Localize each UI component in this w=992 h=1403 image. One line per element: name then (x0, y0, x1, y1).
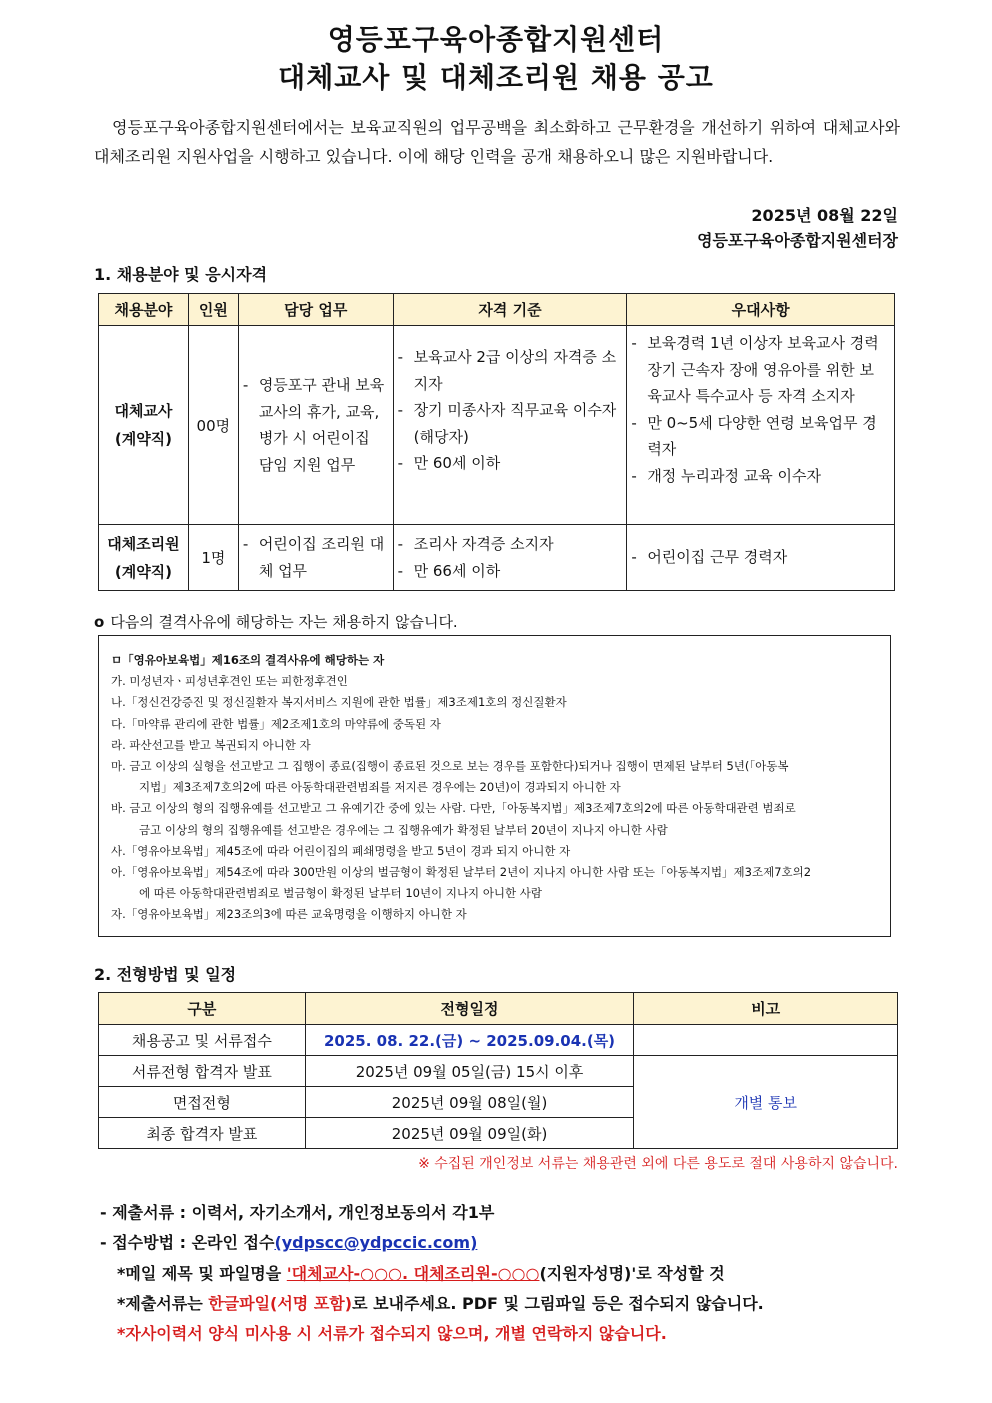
stage-cell: 최종 합격자 발표 (99, 1118, 306, 1149)
table-header-row (99, 993, 898, 1025)
instruction-highlight: 한글파일(서명 포함) (208, 1294, 353, 1313)
col-header: 우대사항 (627, 294, 895, 326)
headcount: 1명 (188, 525, 238, 591)
intro-text: 영등포구육아종합지원센터에서는 보육교직원의 업무공백을 최소화하고 근무환경을 개선하기 위하여 대체교사와 대체조리원 지원사업을 시행하고 있습니다. 이에 해당 인력을 공개 채용하오니 많은 지원바랍니다. (94, 118, 900, 166)
disqualification-lead (94, 611, 458, 632)
instruction-text: (지원자성명)'로 작성할 것 (539, 1264, 725, 1283)
notice-date: 2025년 08월 22일 (751, 206, 898, 225)
list-item: - 만 66세 이하 (398, 558, 621, 585)
list-item: 아.「영유아보육법」제54조에 따라 300만원 이상의 벌금형이 확정된 날부터 2년이 지나지 아니한 사람 또는「아동복지법」제3조제7호의2 (111, 865, 812, 880)
list-item: 자.「영유아보육법」제23조의3에 따른 교육명령을 이행하지 아니한 자 (111, 907, 467, 922)
date-cell: 2025년 09월 08일(월) (305, 1087, 634, 1118)
list-item: - 어린이집 근무 경력자 (631, 544, 888, 571)
table-row (99, 326, 895, 525)
file-instruction (117, 1291, 764, 1314)
email-link[interactable]: (ydpscc@ydpccic.com) (274, 1233, 478, 1252)
schedule-table (98, 992, 898, 1149)
col-header: 비고 (634, 993, 898, 1025)
list-item: 라. 파산선고를 받고 복권되지 아니한 자 (111, 737, 311, 752)
col-header: 채용분야 (99, 294, 189, 326)
page-title: 영등포구육아종합지원센터 (327, 23, 665, 56)
submission-method-label: - 접수방법 : 온라인 접수 (100, 1233, 275, 1252)
table-row (99, 1056, 898, 1087)
page-subtitle: 대체교사 및 대체조리원 채용 공고 (278, 61, 714, 94)
list-item: - 보육경력 1년 이상자 보육교사 경력 장기 근속자 장애 영유아를 위한 보육교사 특수교사 등 자격 소지자 (631, 330, 888, 410)
qualifications-cell (393, 326, 627, 525)
list-item: 가. 미성년자ㆍ피성년후견인 또는 피한정후견인 (111, 674, 348, 689)
instruction-text: 로 보내주세요. PDF 및 그림파일 등은 접수되지 않습니다. (352, 1294, 764, 1313)
preferences-cell (627, 525, 895, 591)
list-item: - 보육교사 2급 이상의 자격증 소지자 (398, 344, 621, 397)
list-item: 마. 금고 이상의 실형을 선고받고 그 집행이 종료(집행이 종료된 것으로 보는 경우를 포함한다)되거나 집행이 면제된 날부터 5년(「아동복 (111, 759, 789, 774)
remark-cell (634, 1025, 898, 1056)
section2-heading: 2. 전형방법 및 일정 (94, 965, 237, 984)
list-item: - 조리사 자격증 소지자 (398, 531, 621, 558)
disqualification-lead-text: 다음의 결격사유에 해당하는 자는 채용하지 않습니다. (110, 613, 458, 631)
privacy-note: ※ 수집된 개인정보 서류는 채용관련 외에 다른 용도로 절대 사용하지 않습니다. (418, 1156, 898, 1172)
list-item: 사.「영유아보육법」제45조에 따라 어린이집의 폐쇄명령을 받고 5년이 경과 되지 아니한 자 (111, 843, 571, 858)
role-type: (계약직) (114, 562, 173, 581)
table-header-row (99, 294, 895, 326)
role-type: (계약직) (114, 430, 173, 448)
list-item: - 장기 미종사자 직무교육 이수자(해당자) (398, 397, 621, 450)
role-cell (99, 326, 189, 525)
instruction-text: *제출서류는 (117, 1294, 209, 1313)
col-header: 담당 업무 (238, 294, 393, 326)
stage-cell: 채용공고 및 서류접수 (99, 1025, 306, 1056)
disqualification-heading: ㅁ「영유아보육법」제16조의 결격사유에 해당하는 자 (111, 653, 385, 667)
issuer: 영등포구육아종합지원센터장 (697, 231, 898, 250)
preferences-cell (627, 326, 895, 525)
list-item-continuation: 금고 이상의 형의 집행유예를 선고받은 경우에는 그 집행유예가 확정된 날부터 20년이 지나지 아니한 사람 (139, 822, 668, 837)
list-item: 다.「마약류 관리에 관한 법률」제2조제1호의 마약류에 중독된 자 (111, 716, 441, 731)
title-instruction (117, 1261, 725, 1284)
instruction-highlight: '대체교사-○○○. 대체조리원-○○○ (286, 1264, 540, 1283)
list-item: - 영등포구 관내 보육교사의 휴가, 교육, 병가 시 어린이집 담임 지원 업무 (243, 372, 387, 478)
list-item: - 개정 누리과정 교육 이수자 (631, 463, 888, 490)
col-header: 전형일정 (305, 993, 634, 1025)
instruction-text: *메일 제목 및 파일명을 (117, 1264, 287, 1283)
list-item: 바. 금고 이상의 형의 집행유예를 선고받고 그 유예기간 중에 있는 사람. 다만,「아동복지법」제3조제7호의2에 따른 아동학대관련 범죄로 (111, 801, 796, 816)
qualifications-cell (393, 525, 627, 591)
table-row (99, 1025, 898, 1056)
date-cell: 2025. 08. 22.(금) ~ 2025.09.04.(목) (305, 1025, 634, 1056)
list-item: 나.「정신건강증진 및 정신질환자 복지서비스 지원에 관한 법률」제3조제1호의 정신질환자 (111, 695, 567, 710)
role-name: 대체교사 (114, 402, 173, 420)
col-header: 자격 기준 (393, 294, 627, 326)
stage-cell: 면접전형 (99, 1087, 306, 1118)
list-item-continuation: 에 따른 아동학대관련범죄로 벌금형이 확정된 날부터 10년이 지나지 아니한 사람 (139, 886, 543, 901)
intro-paragraph (94, 113, 900, 171)
list-item: - 어린이집 조리원 대체 업무 (243, 531, 387, 584)
qualification-table (98, 293, 895, 591)
submission-method (100, 1230, 477, 1253)
stage-cell: 서류전형 합격자 발표 (99, 1056, 306, 1087)
role-name: 대체조리원 (107, 534, 180, 553)
section1-heading: 1. 채용분야 및 응시자격 (94, 265, 268, 284)
remark-cell: 개별 통보 (634, 1056, 898, 1149)
role-cell (99, 525, 189, 591)
date-cell: 2025년 09월 05일(금) 15시 이후 (305, 1056, 634, 1087)
date-cell: 2025년 09월 09일(화) (305, 1118, 634, 1149)
form-warning: *자사이력서 양식 미사용 시 서류가 접수되지 않으며, 개별 연락하지 않습니다. (117, 1324, 667, 1343)
duties-cell (238, 326, 393, 525)
bullet-marker: o (94, 613, 105, 631)
list-item: - 만 60세 이하 (398, 450, 621, 477)
col-header: 인원 (188, 294, 238, 326)
disqualification-box (98, 635, 891, 937)
headcount: 00명 (188, 326, 238, 525)
table-row (99, 525, 895, 591)
duties-cell (238, 525, 393, 591)
col-header: 구분 (99, 993, 306, 1025)
list-item-continuation: 지법」제3조제7호의2에 따른 아동학대관련범죄를 저지른 경우에는 20년)이 경과되지 아니한 자 (139, 780, 621, 795)
submission-docs: - 제출서류 : 이력서, 자기소개서, 개인정보동의서 각1부 (100, 1203, 495, 1222)
list-item: - 만 0~5세 다양한 연령 보육업무 경력자 (631, 410, 888, 463)
